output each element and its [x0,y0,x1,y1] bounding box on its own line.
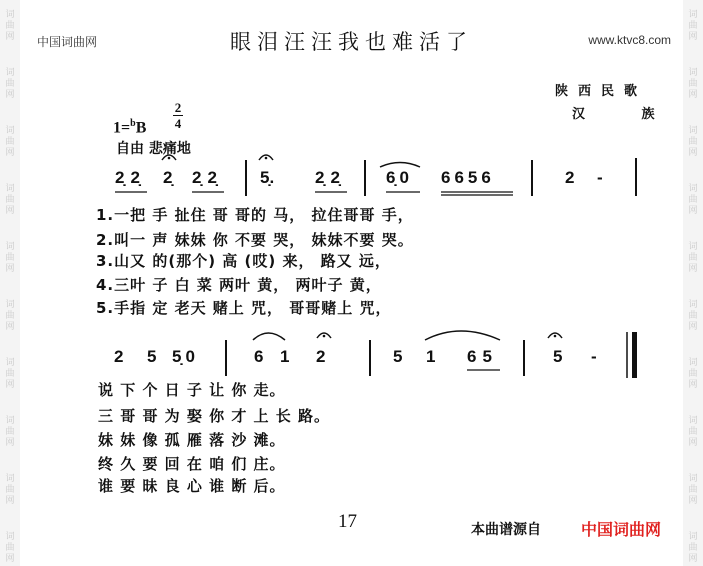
note: 2 [316,347,326,366]
site-url[interactable]: www.ktvc8.com [588,33,671,47]
watermark-text: 词 曲 网 [688,358,698,390]
note-group: 6̣0 [386,168,413,187]
watermark-text: 词 曲 网 [5,358,15,390]
watermark-text: 词 曲 网 [5,532,15,564]
note: 2 [114,347,124,366]
page-number: 17 [338,511,357,532]
lyric-line: 5.手指 定 老天 赌上 咒， 哥哥赌上 咒， [96,299,392,317]
source-label: 本曲谱源自 [471,522,541,538]
watermark-text: 词 曲 网 [688,300,698,332]
note-group: 2̣2̣ [115,168,146,187]
song-origin: 陕西民歌 [555,84,648,99]
lyric-line: 说 下 个 日 子 让 你 走。 [98,381,286,399]
watermark-text: 词 曲 网 [688,532,698,564]
final-bar-thick [632,332,637,378]
watermark-text: 词 曲 网 [688,242,698,274]
watermark-text: 词 曲 网 [5,300,15,332]
note-group: 2̣2̣ [315,168,346,187]
watermark-text: 词 曲 网 [688,184,698,216]
watermark-text: 词 曲 网 [5,68,15,100]
slurs [253,163,500,341]
song-title: 眼泪汪汪我也难活了 [230,30,473,54]
slur [380,163,420,168]
watermark-text: 词 曲 网 [688,10,698,42]
fermata-dots [168,157,557,338]
note-group: 5̣. [260,168,275,187]
note-group: 2̣2̣ [192,168,223,187]
watermark-text: 词 曲 网 [688,416,698,448]
slur [253,333,285,340]
note: 5 [553,347,563,366]
slur [425,331,500,340]
watermark-text: 词 曲 网 [5,126,15,158]
site-name-header: 中国词曲网 [37,35,98,49]
note: 5 [147,347,157,366]
lyric-line: 三 哥 哥 为 娶 你 才 上 长 路。 [98,407,331,425]
watermark-text: 词 曲 网 [5,242,15,274]
watermark-text: 词 曲 网 [688,474,698,506]
time-top: 2 [174,100,182,115]
dash: - [597,168,603,187]
note: 6 [254,347,264,366]
watermark-text: 词 曲 网 [688,126,698,158]
note-group: 5̣0 [172,347,199,366]
lyric-line: 1.一把 手 扯住 哥 哥的 马， 拉住哥哥 手， [96,206,414,224]
lyric-line: 2.叫一 声 妹妹 你 不要 哭， 妹妹不要 哭。 [96,231,414,249]
fermatas [162,155,562,338]
note: 1 [280,347,290,366]
note-group: 6656 [441,168,495,187]
key-prefix: 1= [113,119,131,137]
dash: - [591,347,597,366]
lyric-line: 3.山又 的(那个) 高 (哎) 来， 路又 远， [96,252,391,270]
watermark-text: 词 曲 网 [5,10,15,42]
time-bottom: 4 [174,116,182,131]
song-ethnicity: 汉 族 [572,107,681,122]
note: 5 [393,347,403,366]
watermark-text: 词 曲 网 [5,474,15,506]
flat-sign: b [130,118,136,129]
watermark-text: 词 曲 网 [5,184,15,216]
lyric-line: 谁 要 昧 良 心 谁 断 后。 [98,477,286,495]
bar-lines [226,158,636,376]
note: 1 [426,347,436,366]
underlines [115,192,513,370]
lyric-line: 终 久 要 回 在 咱 们 庄。 [98,455,286,473]
brand-name[interactable]: 中国词曲网 [581,520,662,539]
note-group: 2 [565,168,575,187]
lyric-line: 4.三叶 子 白 菜 两叶 黄， 两叶子 黄， [96,276,382,294]
tempo-marking: 自由 悲痛地 [116,141,191,157]
watermark-text: 词 曲 网 [688,68,698,100]
lyric-line: 妹 妹 像 孤 雁 落 沙 滩。 [98,431,286,449]
note-group: 2̣ [163,168,173,187]
watermark-text: 词 曲 网 [5,416,15,448]
key-note: B [135,119,147,137]
note-group: 65 [467,347,498,366]
